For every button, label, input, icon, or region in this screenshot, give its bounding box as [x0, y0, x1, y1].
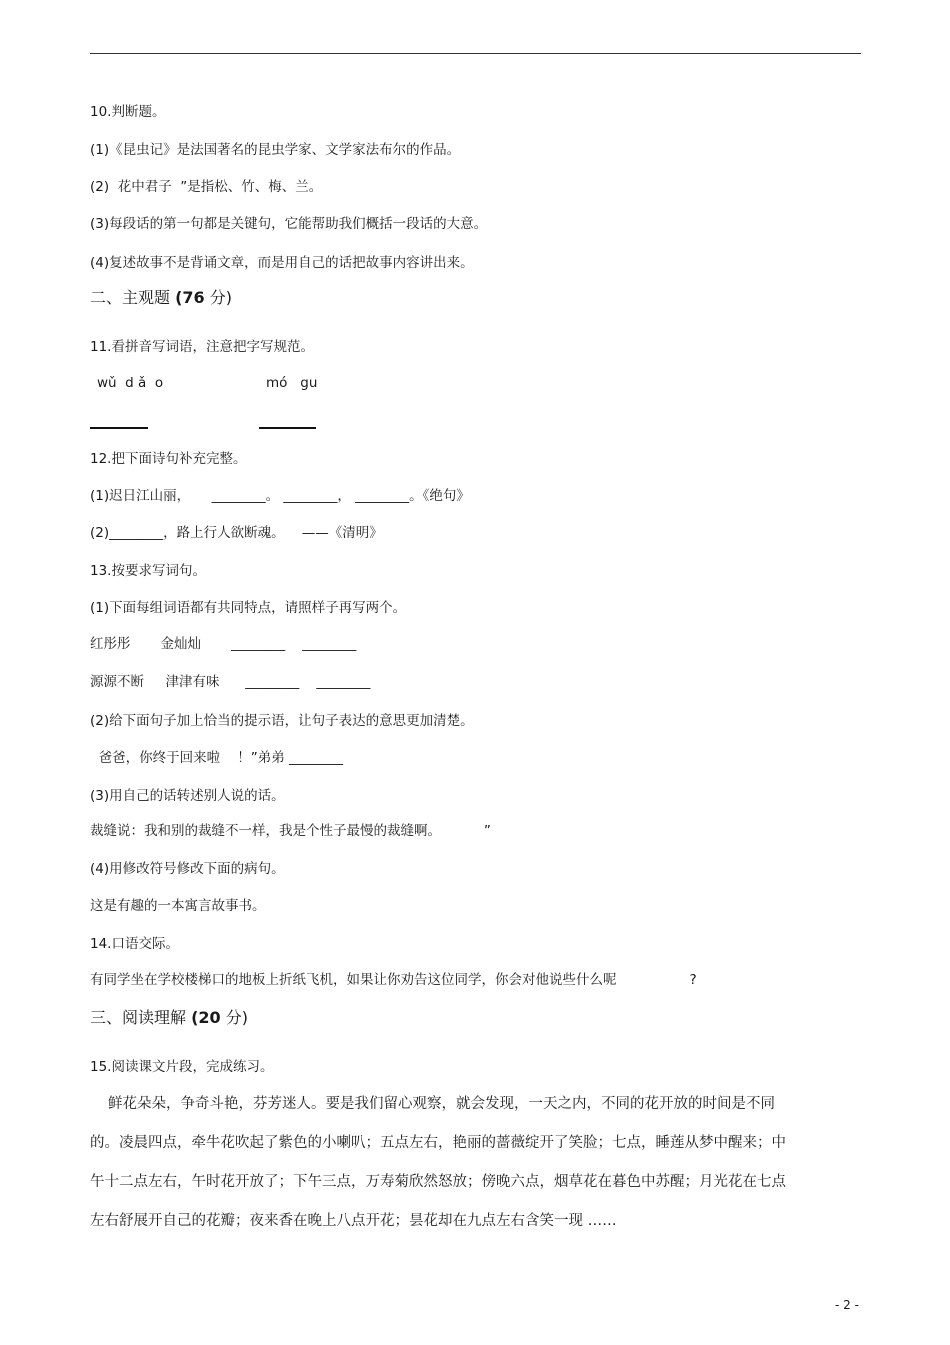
q10-item-1: (1)《昆虫记》是法国著名的昆虫学家、文学家法布尔的作品。: [90, 142, 461, 158]
q15-passage: 鲜花朵朵，争奇斗艳，芬芳迷人。要是我们留心观察，就会发现，一天之内，不同的花开放的时间是不同的。凌晨四点，牵牛花吹起了紫色的小喇叭；五点左右，艳丽的蔷薇绽开了笑脸；七点，睡莲从梦中醒来；中午十二点左右，午时花开放了；下午三点，万寿菊欣然怒放；傍晚六点，烟草花在暮色中苏醒；月光花在七点左右舒展开自己的花瓣；夜来香在晚上八点开花；昙花却在九点左右含笑一现 ……: [90, 1096, 786, 1229]
page-number: - 2 -: [835, 1298, 859, 1312]
q13-sub-2: (2)给下面句子加上恰当的提示语，让句子表达的意思更加清楚。: [90, 713, 474, 729]
q11-answer-blank-1[interactable]: [90, 427, 148, 429]
q14-title: 14.口语交际。: [90, 936, 179, 952]
q13-word-row-2: 源源不断 津津有味 ________ ________: [90, 674, 371, 690]
q13-sentence-2: 爸爸，你终于回来啦 ！”弟弟 ________: [90, 750, 344, 766]
q13-sentence-3: 裁缝说：我和别的裁缝不一样，我是个性子最慢的裁缝啊。 ”: [90, 823, 491, 839]
q12-line-1: (1)迟日江山丽， ________。 ________， ________。《绝句》: [90, 488, 470, 504]
q13-sub-3: (3)用自己的话转述别人说的话。: [90, 788, 285, 804]
q13-word-row-1: 红彤彤 金灿灿 ________ ________: [90, 636, 357, 652]
q11-answer-blank-2[interactable]: [259, 427, 316, 429]
q12-line-2: (2)________，路上行人欲断魂。 ——《清明》: [90, 525, 383, 541]
q11-title: 11.看拼音写词语，注意把字写规范。: [90, 339, 314, 355]
q10-item-4: (4)复述故事不是背诵文章，而是用自己的话把故事内容讲出来。: [90, 255, 474, 271]
section-3-heading: 三、阅读理解 (20 分): [90, 1008, 249, 1027]
q14-text: 有同学坐在学校楼梯口的地板上折纸飞机，如果让你劝告这位同学，你会对他说些什么呢 ?: [90, 972, 697, 988]
header-rule: [90, 53, 861, 54]
q13-sub-4: (4)用修改符号修改下面的病句。: [90, 861, 285, 877]
q13-sub-1: (1)下面每组词语都有共同特点，请照样子再写两个。: [90, 600, 407, 616]
q13-sentence-4: 这是有趣的一本寓言故事书。: [90, 898, 266, 914]
q10-item-2: (2) 花中君子 ”是指松、竹、梅、兰。: [90, 179, 323, 195]
q15-title: 15.阅读课文片段，完成练习。: [90, 1059, 274, 1075]
q13-title: 13.按要求写词句。: [90, 563, 206, 579]
q11-pinyin-2: mó gu: [266, 375, 318, 391]
q10-title: 10.判断题。: [90, 104, 166, 120]
q11-pinyin-1: wǔ d ǎ o: [97, 375, 164, 391]
q12-title: 12.把下面诗句补充完整。: [90, 451, 247, 467]
q10-item-3: (3)每段话的第一句都是关键句，它能帮助我们概括一段话的大意。: [90, 216, 488, 232]
section-2-heading: 二、主观题 (76 分): [90, 288, 233, 307]
